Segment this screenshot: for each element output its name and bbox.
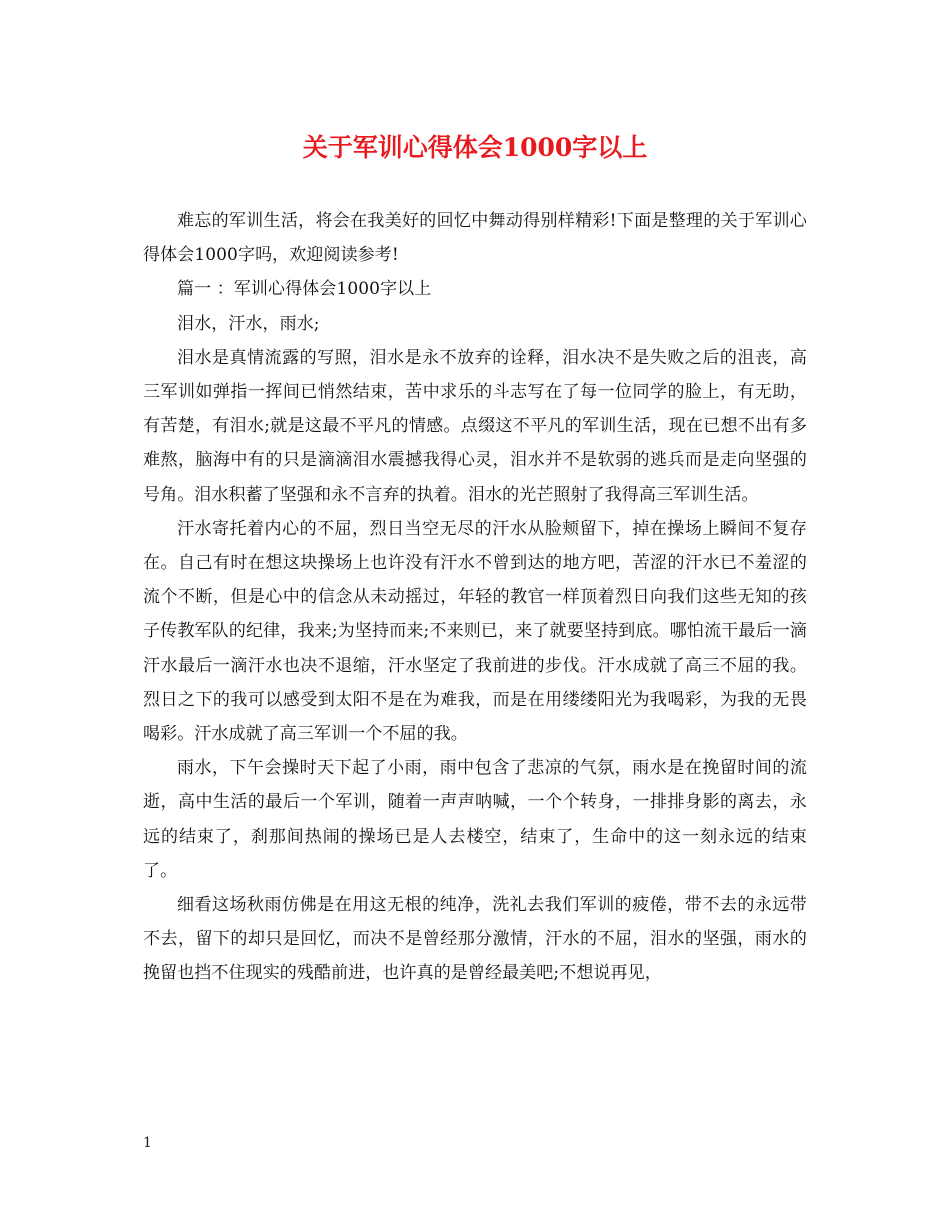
document-title: 关于军训心得体会1000字以上	[302, 133, 648, 162]
paragraph-theme: 泪水，汗水，雨水;	[177, 313, 320, 334]
paragraph-intro: 难忘的军训生活，将会在我美好的回忆中舞动得别样精彩!下面是整理的关于军训心得体会1000字吗，欢迎阅读参考!	[143, 211, 807, 266]
document-body	[143, 204, 807, 991]
page-number: 1	[143, 1135, 152, 1151]
paragraph-sweat: 汗水寄托着内心的不屈，烈日当空无尽的汗水从脸颊留下，掉在操场上瞬间不复存在。自己有时在想这块操场上也许没有汗水不曾到达的地方吧，苦涩的汗水已不羞涩的流个不断，但是心中的信念从未动摇过，年轻的教官一样顶着烈日向我们这些无知的孩子传教军队的纪律，我来;为坚持而来;不来则已，来了就要坚持到底。哪怕流干最后一滴汗水最后一滴汗水也决不退缩，汗水坚定了我前进的步伐。汗水成就了高三不屈的我。烈日之下的我可以感受到太阳不是在为难我，而是在用缕缕阳光为我喝彩，为我的无畏喝彩。汗水成就了高三军训一个不屈的我。	[143, 518, 807, 745]
paragraph-tears: 泪水是真情流露的写照，泪水是永不放弃的诠释，泪水决不是失败之后的沮丧，高三军训如弹指一挥间已悄然结束，苦中求乐的斗志写在了每一位同学的脸上，有无助，有苦楚，有泪水;就是这最不平凡的情感。点缀这不平凡的军训生活，现在已想不出有多难熬，脑海中有的只是滴滴泪水震撼我得心灵，泪水并不是软弱的逃兵而是走向坚强的号角。泪水积蓄了坚强和永不言弃的执着。泪水的光芒照射了我得高三军训生活。	[143, 347, 807, 505]
section-heading: 篇一 ：军训心得体会1000字以上	[177, 279, 432, 300]
paragraph-rain: 雨水，下午会操时天下起了小雨，雨中包含了悲凉的气氛，雨水是在挽留时间的流逝，高中生活的最后一个军训，随着一声声呐喊，一个个转身，一排排身影的离去，永远的结束了，刹那间热闹的操场已是人去楼空，结束了，生命中的这一刻永远的结束了。	[143, 758, 807, 881]
paragraph-autumn-rain: 细看这场秋雨仿佛是在用这无根的纯净，洗礼去我们军训的疲倦，带不去的永远带不去，留下的却只是回忆，而决不是曾经那分激情，汗水的不屈，泪水的坚强，雨水的挽留也挡不住现实的残酷前进，也许真的是曾经最美吧;不想说再见，	[143, 895, 807, 984]
